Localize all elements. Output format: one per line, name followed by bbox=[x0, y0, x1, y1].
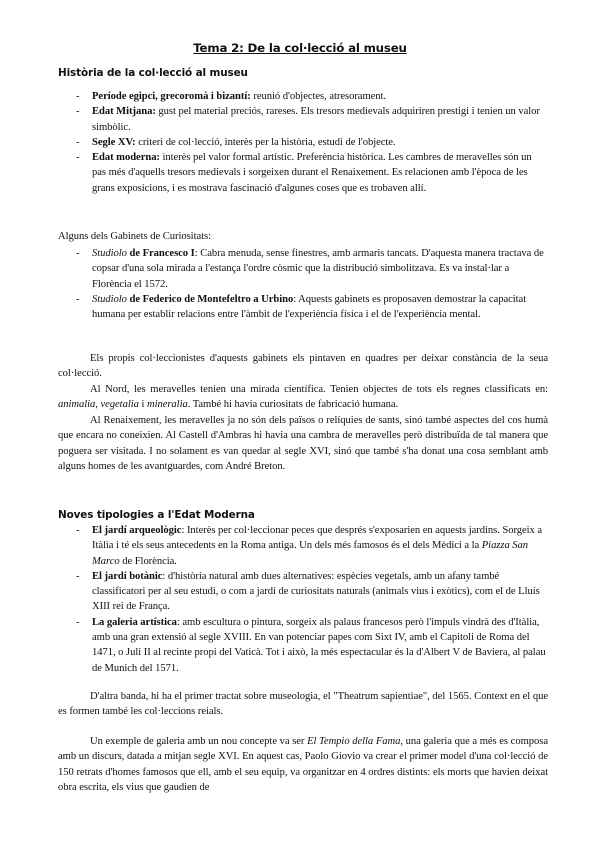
item-italic: Studiolo bbox=[92, 293, 127, 305]
item-term: de Federico de Montefeltro a Urbino bbox=[126, 293, 294, 305]
list-dash: - bbox=[76, 91, 80, 102]
list-dash: - bbox=[76, 152, 80, 164]
paragraph-text: Al Nord, les meravelles tenien una mirada científica. Tenien objectes de tots els regnes classificats en: bbox=[90, 384, 548, 395]
item-text: : Interès per col·leccionar peces que després s'exposarien en aquests jardins. Sorgeix a Itàlia i té els seus antecedents en la Roma antiga. Un dels més famosos és el dels Mèdici a la bbox=[92, 525, 543, 552]
item-term: Edat moderna: bbox=[92, 152, 160, 164]
paragraph-text: Un exemple de galeria amb un nou concepte va ser bbox=[90, 736, 308, 747]
item-term: Segle XV: bbox=[92, 136, 136, 148]
paragraph-text: , una galeria que a més es composa amb un discurs, datada a mitjan segle XVI. En aquest cas, Paolo Giovio va crear el primer model d'una col·lecció de 150 retrats d'homes famosos que ell, amb el seu equip, va organitzar en 4 ordres distints: els morts que havien deixat obra escrita, els vius que gaudien de bbox=[58, 736, 548, 793]
paragraph-text: Al Renaixement, les meravelles ja no són dels països o relíquies de sants, sinó també aspectes del cos humà que encara no coneixien. Al Castell d'Ambras hi havia una cambra de meravelles però distribuïda de tal manera que poguera ser visitada. I no solament es van quedar al segle XVI, sinó que també s'ha donat una cosa semblant amb alguns homes de les avantguardes, com André Breton. bbox=[58, 415, 548, 472]
list-item bbox=[58, 523, 548, 569]
item-text: gust pel material preciós, rareses. Els tresors medievals adquiriren prestigi i tenien un valor simbòlic. bbox=[92, 106, 540, 133]
list-dash: - bbox=[76, 616, 80, 628]
list-item bbox=[58, 246, 548, 292]
paragraph-italic: mineralia bbox=[146, 399, 188, 411]
item-term: Període egipci, grecoromà i bizantí: bbox=[92, 91, 251, 102]
paragraph bbox=[58, 382, 548, 413]
paragraph-text: D'altra banda, hi ha el primer tractat sobre museologia, el "Theatrum sapientiae", del 1565. Context en el que es formen també les col·leccions reials. bbox=[58, 691, 548, 718]
list-dash: - bbox=[76, 293, 80, 305]
cabinets-list bbox=[58, 246, 548, 322]
paragraph-italic: vegetalia bbox=[100, 399, 139, 411]
section-heading-new-typologies: Noves tipologies a l'Edat Moderna bbox=[58, 509, 255, 521]
item-term: El jardí arqueològic bbox=[92, 525, 182, 536]
paragraph-italic: animalia bbox=[58, 399, 96, 411]
list-item bbox=[58, 150, 548, 196]
item-text: : amb escultura o pintura, sorgeix als palaus francesos però l'impuls vindrà des d'Itàlia, amb una gran extensió al segle XVIII. En van potenciar papes com Sixt IV, amb el Capitoli de Roma del 1471, o Juli II al recinte propi del Vaticà. Tot i això, la més espectacular és la d'Albert V de Baviera, al palau de Munich del 1571. bbox=[92, 616, 546, 674]
page-title: Tema 2: De la col·lecció al museu bbox=[193, 41, 407, 55]
list-item bbox=[58, 569, 548, 615]
item-term: La galeria artística bbox=[92, 616, 177, 628]
list-item bbox=[58, 104, 548, 135]
paragraph bbox=[58, 351, 548, 382]
list-item bbox=[58, 615, 548, 676]
list-dash: - bbox=[76, 570, 80, 582]
item-text: interès pel valor formal artístic. Preferència històrica. Les cambres de meravelles són un pas més d'aquells tresors medievals i sorgeixen durant el Renaixement. Es relacionen amb l'època de les grans exposicions, i es mostrava fascinació d'algunes coses que es trobaven allí. bbox=[92, 152, 532, 194]
item-italic: Piazza San Marco bbox=[92, 540, 529, 567]
list-dash: - bbox=[76, 248, 80, 259]
paragraph bbox=[58, 413, 548, 474]
item-text: reunió d'objectes, atresorament. bbox=[250, 91, 387, 102]
item-text: criteri de col·lecció, interès per la història, estudi de l'objecte. bbox=[135, 136, 396, 148]
list-dash: - bbox=[76, 525, 80, 536]
paragraph-italic: El Tempio della Fama bbox=[307, 736, 401, 747]
item-text: : Aquests gabinets es proposaven demostrar la capacitat humana per establir relacions entre l'àmbit de l'experiència física i el de l'experiència mental. bbox=[92, 293, 527, 321]
item-text: : Cabra menuda, sense finestres, amb armaris tancats. D'aquesta manera tractava de copsar d'una sola mirada a l'estança l'ordre còsmic que la distribució simbolitzava. Es va instal·lar a Florència el 1572. bbox=[92, 248, 544, 290]
history-list bbox=[58, 89, 548, 196]
item-term: El jardí botànic bbox=[92, 570, 163, 582]
paragraph bbox=[58, 689, 548, 720]
paragraph-text: Els propis col·leccionistes d'aquests gabinets els pintaven en quadres per deixar constància de la seua col·lecció. bbox=[58, 353, 548, 380]
cabinets-intro: Alguns dels Gabinets de Curiositats: bbox=[58, 231, 211, 242]
list-dash: - bbox=[76, 136, 80, 148]
section-heading-history: Història de la col·lecció al museu bbox=[58, 67, 248, 79]
typologies-list bbox=[58, 523, 548, 676]
paragraph bbox=[58, 734, 548, 795]
paragraph-text: , bbox=[95, 399, 101, 411]
list-item bbox=[58, 135, 548, 150]
list-dash: - bbox=[76, 106, 80, 118]
item-term: de Francesco I bbox=[126, 248, 195, 259]
item-italic: Studiolo bbox=[92, 248, 127, 259]
list-item bbox=[58, 292, 548, 323]
item-text: : d'història natural amb dues alternatives: espècies vegetals, amb un afany també classificatori per al seu estudi, o com a jardí de curiositats naturals (animals vius i exòtics), com el de Lluís XIII rei de França. bbox=[92, 570, 540, 613]
item-text: de Florència. bbox=[119, 555, 177, 567]
paragraph-text: . També hi havia curiositats de fabricació humana. bbox=[187, 399, 399, 411]
list-item bbox=[58, 89, 548, 104]
paragraph-text: i bbox=[138, 399, 147, 411]
item-term: Edat Mitjana: bbox=[92, 106, 156, 118]
